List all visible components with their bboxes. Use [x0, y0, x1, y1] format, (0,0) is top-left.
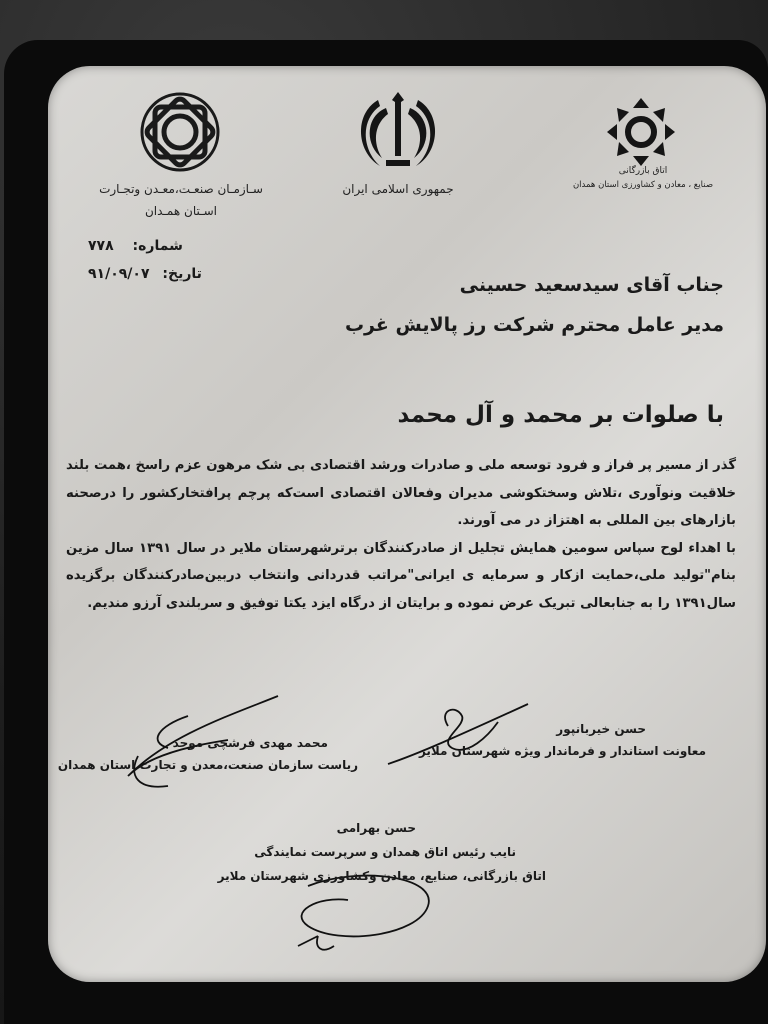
salutation: با صلوات بر محمد و آل محمد	[397, 402, 724, 428]
signature-block-left	[58, 732, 358, 776]
recipient-name: جناب آقای سیدسعید حسینی	[459, 274, 724, 296]
ministry-caption-line1: سـازمـان صنعـت،معـدن وتجـارت	[99, 182, 263, 196]
knot-emblem-icon	[120, 82, 240, 182]
date-value: ۹۱/۰۹/۰۷	[88, 266, 150, 282]
chamber-caption-line1: اتاق بازرگانی	[618, 166, 668, 176]
ministry-caption-line2: اسـتان همـدان	[144, 204, 218, 218]
signatory-title-bottom-1: نایب رئیس اتاق همدان و سرپرست نمایندگی	[254, 845, 516, 859]
signature-block-bottom	[218, 816, 546, 888]
plaque-plate	[48, 66, 766, 982]
number-value: ۷۷۸	[88, 238, 114, 254]
date-label: تاریخ:	[162, 266, 202, 282]
signatory-name-bottom: حسن بهرامی	[336, 821, 416, 835]
signatory-title-bottom-2: اتاق بازرگانی، صنایع، معادن وکشاورزی شهرستان ملایر	[217, 869, 546, 883]
letter-body	[66, 452, 736, 617]
recipient-title: مدیر عامل محترم شرکت رز پالایش غرب	[344, 314, 724, 336]
chamber-emblem-icon	[596, 94, 686, 174]
body-paragraph-2: با اهداء لوح سپاس سومین همایش تجلیل از صادرکنندگان برترشهرستان ملایر در سال ۱۳۹۱ سال مزین بنام"تولید ملی،حمایت ازکار و سرمایه ی ایرانی"مراتب قدردانی وانتخاب دربین‌صادرکنندگان برگزیده سال۱۳۹۱ را به جنابعالی تبریک عرض نموده و برایتان از درگاه ایزد یکتا توفیق و سربلندی آرزو مندیم.	[66, 540, 737, 611]
letter-date	[88, 266, 202, 282]
number-label: شماره:	[132, 238, 183, 254]
signatory-name-left: محمد مهدی فرشچی موحد	[172, 736, 328, 750]
letter-number	[88, 238, 183, 254]
chamber-caption-line2: صنایع ، معادن و کشاورزی استان همدان	[572, 180, 714, 190]
signatory-title-right: معاونت استاندار و فرماندار ویژه شهرستان ملایر	[418, 744, 706, 758]
national-caption: جمهوری اسلامی ایران	[342, 182, 454, 196]
signatory-name-right: حسن خیربانپور	[556, 722, 646, 736]
iran-emblem-icon	[348, 86, 448, 176]
signature-block-right	[419, 718, 706, 762]
body-paragraph-1: گذر از مسیر پر فراز و فرود توسعه ملی و صادرات ورشد اقتصادی بی شک مرهون عزم راسخ ،همت بلند خلاقیت ونوآوری ،تلاش وسختکوشی مدیران وفعالان اقتصادی است‌که پرچم پرافتخارکشور را درصحنه بازارهای بین المللی به اهتزاز در می آورند.	[66, 458, 736, 528]
signatory-title-left: ریاست سازمان صنعت،معدن و تجارت استان همدان	[57, 758, 358, 772]
